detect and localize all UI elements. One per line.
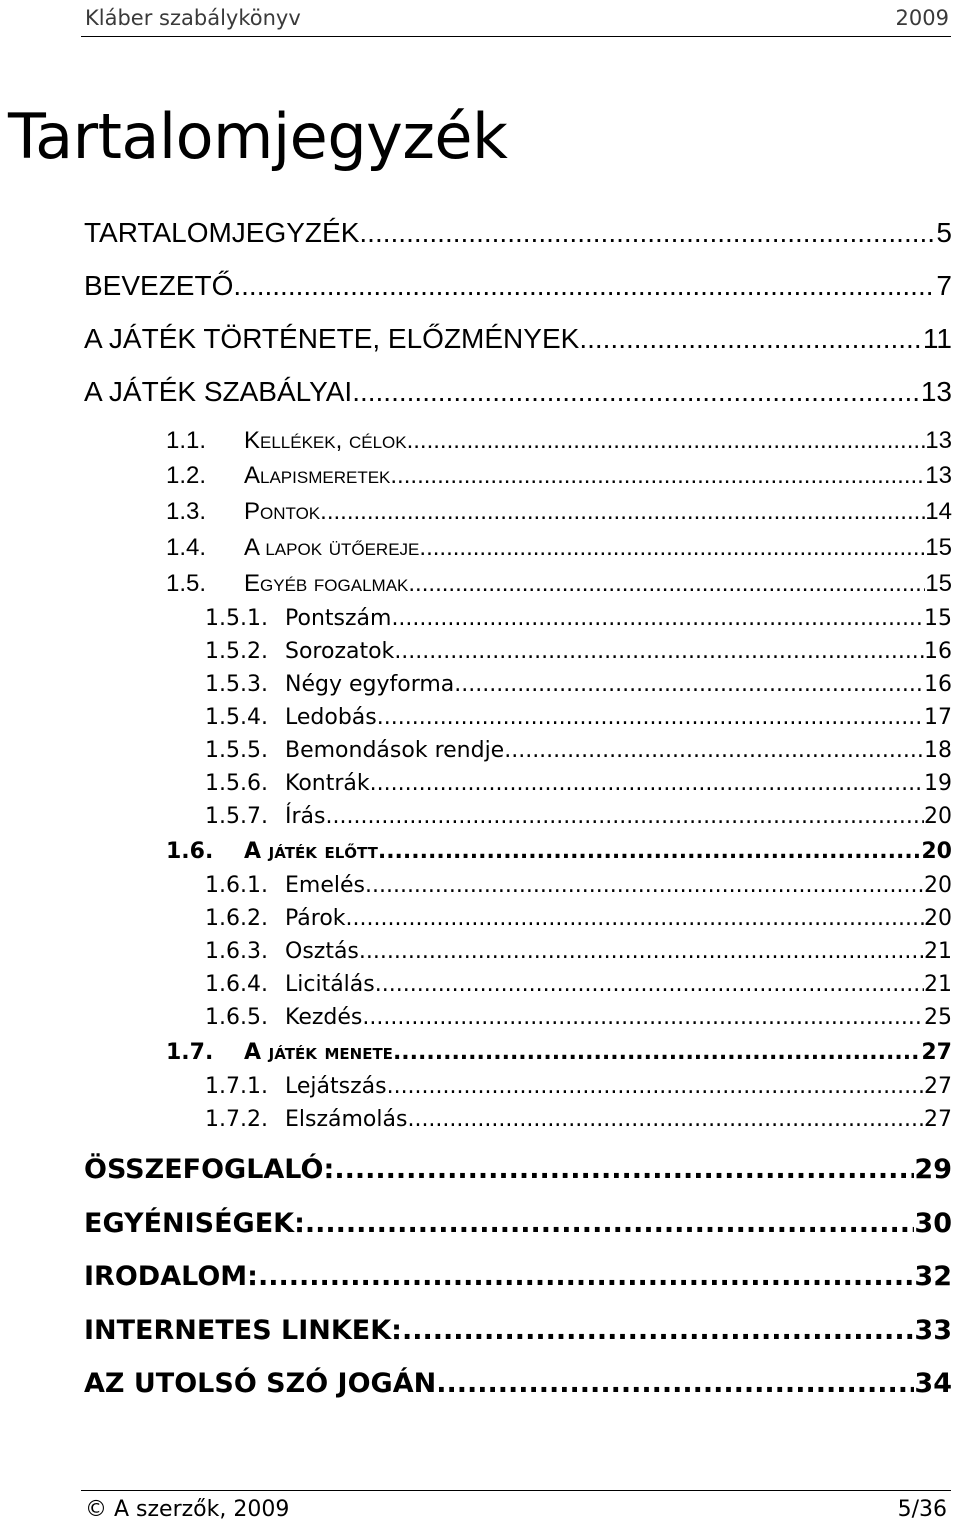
toc-entry-page: 34 [914, 1368, 952, 1399]
toc-entry-title: Licitálás [285, 968, 375, 1002]
toc-entry-title: BEVEZETŐ [84, 270, 234, 301]
toc-entry-title: Pontszám [285, 602, 391, 636]
toc-entry-number: 1.6.5. [205, 1001, 285, 1035]
toc-entry[interactable] [0, 1070, 960, 1104]
toc-entry-title: AZ UTOLSÓ SZÓ JOGÁN [84, 1368, 437, 1399]
toc-entry-number: 1.6.2. [205, 902, 285, 936]
toc-entry[interactable] [0, 602, 960, 636]
toc-entry-page: 15 [925, 531, 952, 565]
toc-leader [359, 935, 924, 969]
footer-page-number: 5/36 [897, 1497, 947, 1522]
toc-entry-page: 14 [925, 495, 952, 529]
toc-entry[interactable] [0, 216, 960, 250]
toc-entry[interactable] [0, 531, 960, 565]
toc-entry[interactable] [0, 1367, 960, 1401]
toc-entry-number: 1.7. [166, 1036, 244, 1070]
toc-entry[interactable] [0, 269, 960, 303]
page-footer [81, 1490, 951, 1522]
toc-entry[interactable] [0, 1001, 960, 1035]
toc-entry[interactable] [0, 968, 960, 1002]
toc-leader [419, 531, 925, 565]
toc-entry-page: 15 [924, 602, 952, 636]
toc-entry-page: 5 [936, 217, 952, 248]
toc-entry-number: 1.6. [166, 835, 244, 869]
toc-entry-title: Kontrák [285, 767, 370, 801]
toc-entry-page: 33 [914, 1315, 952, 1346]
toc-leader [346, 902, 924, 936]
toc-leader [334, 1153, 914, 1187]
toc-entry-title: Kellékek, célok [244, 424, 407, 458]
toc-entry-number: 1.7.2. [205, 1103, 285, 1137]
toc-entry-number: 1.5.7. [205, 800, 285, 834]
toc-entry-title: INTERNETES LINKEK: [84, 1315, 402, 1346]
toc-leader [365, 869, 924, 903]
toc-entry-number: 1.6.1. [205, 869, 285, 903]
toc-entry-page: 20 [924, 800, 952, 834]
toc-entry[interactable] [0, 1314, 960, 1348]
toc-entry-title: Ledobás [285, 701, 377, 735]
toc-entry-page: 30 [914, 1208, 952, 1239]
toc-entry[interactable] [0, 459, 960, 493]
toc-leader [352, 375, 921, 409]
toc-entry-page: 17 [924, 701, 952, 735]
toc-entry[interactable] [0, 635, 960, 669]
toc-entry-number: 1.1. [166, 424, 244, 458]
toc-entry-number: 1.5.1. [205, 602, 285, 636]
toc-entry-title: Pontok [244, 495, 320, 529]
toc-entry-title: Osztás [285, 935, 359, 969]
toc-entry[interactable] [0, 495, 960, 529]
toc-leader [408, 567, 925, 601]
toc-entry-page: 19 [924, 767, 952, 801]
toc-leader [407, 1103, 924, 1137]
toc-entry-number: 1.5. [166, 567, 244, 601]
toc-entry-title: Négy egyforma [285, 668, 454, 702]
toc-entry-number: 1.5.3. [205, 668, 285, 702]
toc-entry-number: 1.7.1. [205, 1070, 285, 1104]
page-header [81, 0, 951, 37]
toc-entry[interactable] [0, 375, 960, 409]
toc-leader [454, 668, 924, 702]
toc-leader [393, 1036, 921, 1070]
toc-entry-title: A JÁTÉK SZABÁLYAI [84, 376, 353, 407]
toc-entry-title: Alapismeretek [244, 459, 390, 493]
toc-leader [391, 602, 924, 636]
toc-entry-title: TARTALOMJEGYZÉK [84, 217, 360, 248]
toc-entry-page: 16 [924, 635, 952, 669]
toc-leader [305, 1207, 915, 1241]
toc-entry-title: Sorozatok [285, 635, 394, 669]
toc-leader [378, 835, 922, 869]
toc-leader [387, 1070, 924, 1104]
toc-entry-number: 1.5.6. [205, 767, 285, 801]
toc-entry[interactable] [0, 1260, 960, 1294]
toc-leader [325, 800, 924, 834]
toc-leader [390, 459, 925, 493]
toc-entry-page: 32 [914, 1261, 952, 1292]
toc-entry[interactable] [0, 1103, 960, 1137]
toc-entry-title: A játék előtt [244, 835, 378, 869]
toc-entry[interactable] [0, 902, 960, 936]
header-document-title: Kláber szabálykönyv [85, 6, 301, 30]
toc-entry[interactable] [0, 1153, 960, 1187]
toc-entry-number: 1.5.2. [205, 635, 285, 669]
toc-entry-title: ÖSSZEFOGLALÓ: [84, 1154, 335, 1185]
toc-leader [504, 734, 924, 768]
toc-entry-title: Kezdés [285, 1001, 362, 1035]
toc-entry[interactable] [0, 567, 960, 601]
toc-entry-number: 1.6.3. [205, 935, 285, 969]
toc-entry-number: 1.2. [166, 459, 244, 493]
toc-entry[interactable] [0, 424, 960, 458]
toc-leader [359, 216, 936, 250]
toc-entry-page: 21 [924, 968, 952, 1002]
toc-entry[interactable] [0, 1036, 960, 1070]
toc-entry-title: IRODALOM: [84, 1261, 258, 1292]
toc-entry-page: 13 [925, 424, 952, 458]
toc-entry-page: 13 [925, 459, 952, 493]
toc-entry-page: 16 [924, 668, 952, 702]
toc-leader [375, 968, 924, 1002]
toc-leader [377, 701, 924, 735]
toc-leader [320, 495, 925, 529]
toc-entry[interactable] [0, 668, 960, 702]
toc-entry[interactable] [0, 701, 960, 735]
toc-entry-page: 18 [924, 734, 952, 768]
toc-entry-number: 1.5.4. [205, 701, 285, 735]
page-title: Tartalomjegyzék [8, 100, 508, 173]
toc-entry-page: 27 [924, 1070, 952, 1104]
toc-entry-title: Emelés [285, 869, 365, 903]
toc-entry[interactable] [0, 935, 960, 969]
toc-entry[interactable] [0, 835, 960, 869]
toc-entry[interactable] [0, 869, 960, 903]
toc-entry-title: Lejátszás [285, 1070, 387, 1104]
toc-entry-title: EGYÉNISÉGEK: [84, 1208, 305, 1239]
toc-leader [258, 1260, 914, 1294]
toc-entry-title: Bemondások rendje [285, 734, 504, 768]
toc-entry-page: 20 [921, 835, 952, 869]
toc-entry-title: Írás [285, 800, 325, 834]
toc-entry-title: A lapok ütőereje [244, 531, 419, 565]
toc-entry-page: 13 [920, 376, 952, 407]
toc-entry-page: 27 [921, 1036, 952, 1070]
toc-entry-page: 25 [924, 1001, 952, 1035]
toc-entry[interactable] [0, 767, 960, 801]
toc-leader [394, 635, 924, 669]
toc-entry-title: A játék menete [244, 1036, 393, 1070]
header-year: 2009 [895, 6, 949, 30]
toc-entry[interactable] [0, 1207, 960, 1241]
toc-entry-page: 7 [936, 270, 952, 301]
toc-entry-page: 15 [925, 567, 952, 601]
toc-entry[interactable] [0, 800, 960, 834]
toc-leader [579, 322, 923, 356]
toc-entry-number: 1.4. [166, 531, 244, 565]
toc-entry-page: 11 [922, 323, 952, 354]
toc-leader [402, 1314, 914, 1348]
toc-entry-page: 27 [924, 1103, 952, 1137]
toc-leader [362, 1001, 924, 1035]
toc-leader [436, 1367, 914, 1401]
toc-entry-page: 20 [924, 902, 952, 936]
toc-leader [233, 269, 936, 303]
toc-entry-number: 1.6.4. [205, 968, 285, 1002]
toc-entry-page: 20 [924, 869, 952, 903]
toc-entry-page: 29 [914, 1154, 952, 1185]
toc-leader [407, 424, 926, 458]
toc-entry-number: 1.5.5. [205, 734, 285, 768]
toc-leader [370, 767, 924, 801]
toc-entry-title: Elszámolás [285, 1103, 407, 1137]
toc-entry-number: 1.3. [166, 495, 244, 529]
toc-entry-title: A JÁTÉK TÖRTÉNETE, ELŐZMÉNYEK [84, 323, 580, 354]
toc-entry[interactable] [0, 734, 960, 768]
toc-entry-page: 21 [924, 935, 952, 969]
toc-entry-title: Párok [285, 902, 346, 936]
toc-entry-title: Egyéb fogalmak [244, 567, 408, 601]
toc-entry[interactable] [0, 322, 960, 356]
footer-copyright: © A szerzők, 2009 [85, 1497, 290, 1522]
